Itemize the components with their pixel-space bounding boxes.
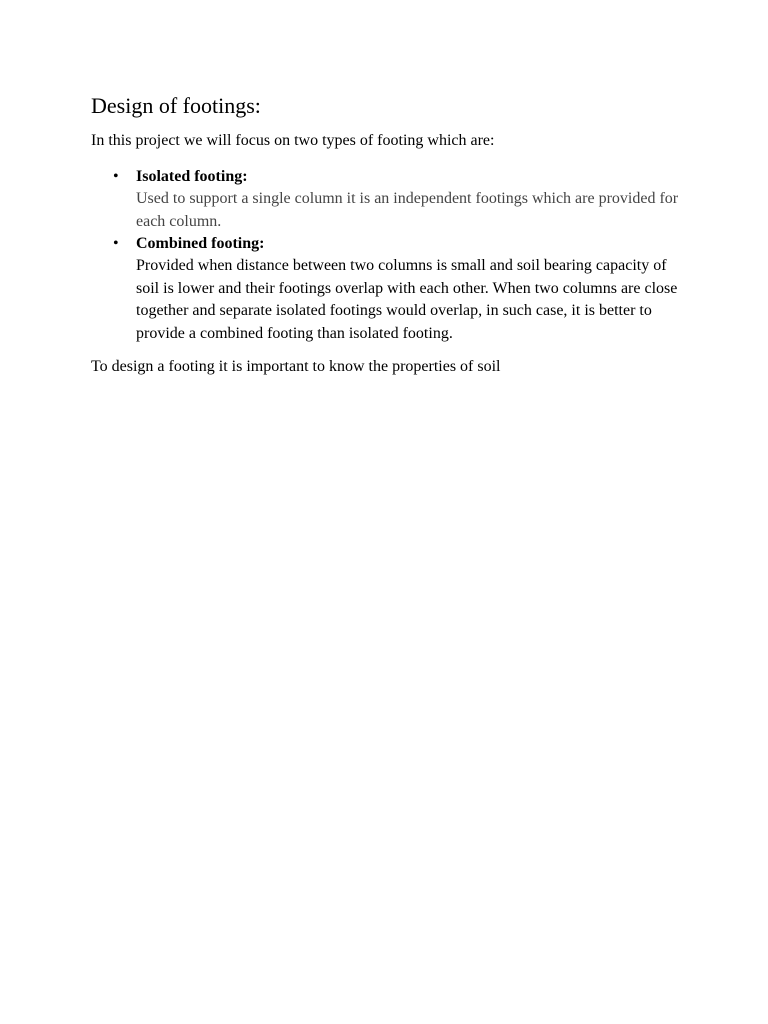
section-heading: Design of footings:	[91, 93, 261, 118]
combined-footing-title: Combined footing:	[136, 235, 265, 252]
intro-paragraph: In this project we will focus on two types of footing which are:	[91, 132, 495, 149]
list-item-isolated-footing	[91, 166, 691, 233]
document-content	[91, 92, 691, 378]
closing-paragraph: To design a footing it is important to know the properties of soil	[91, 358, 501, 375]
bullet-icon: •	[113, 235, 119, 252]
bullet-icon: •	[113, 168, 119, 185]
combined-footing-description: Provided when distance between two columns is small and soil bearing capacity of soil is lower and their footings overlap with each other. When two columns are close together and separate isolated footings would overlap, in such case, it is better to provide a combined footing than isolated footing.	[136, 257, 678, 342]
list-item-combined-footing	[91, 233, 691, 345]
isolated-footing-title: Isolated footing:	[136, 168, 248, 185]
footing-types-list	[91, 166, 691, 345]
isolated-footing-description: Used to support a single column it is an independent footings which are provided for each column.	[136, 190, 679, 230]
